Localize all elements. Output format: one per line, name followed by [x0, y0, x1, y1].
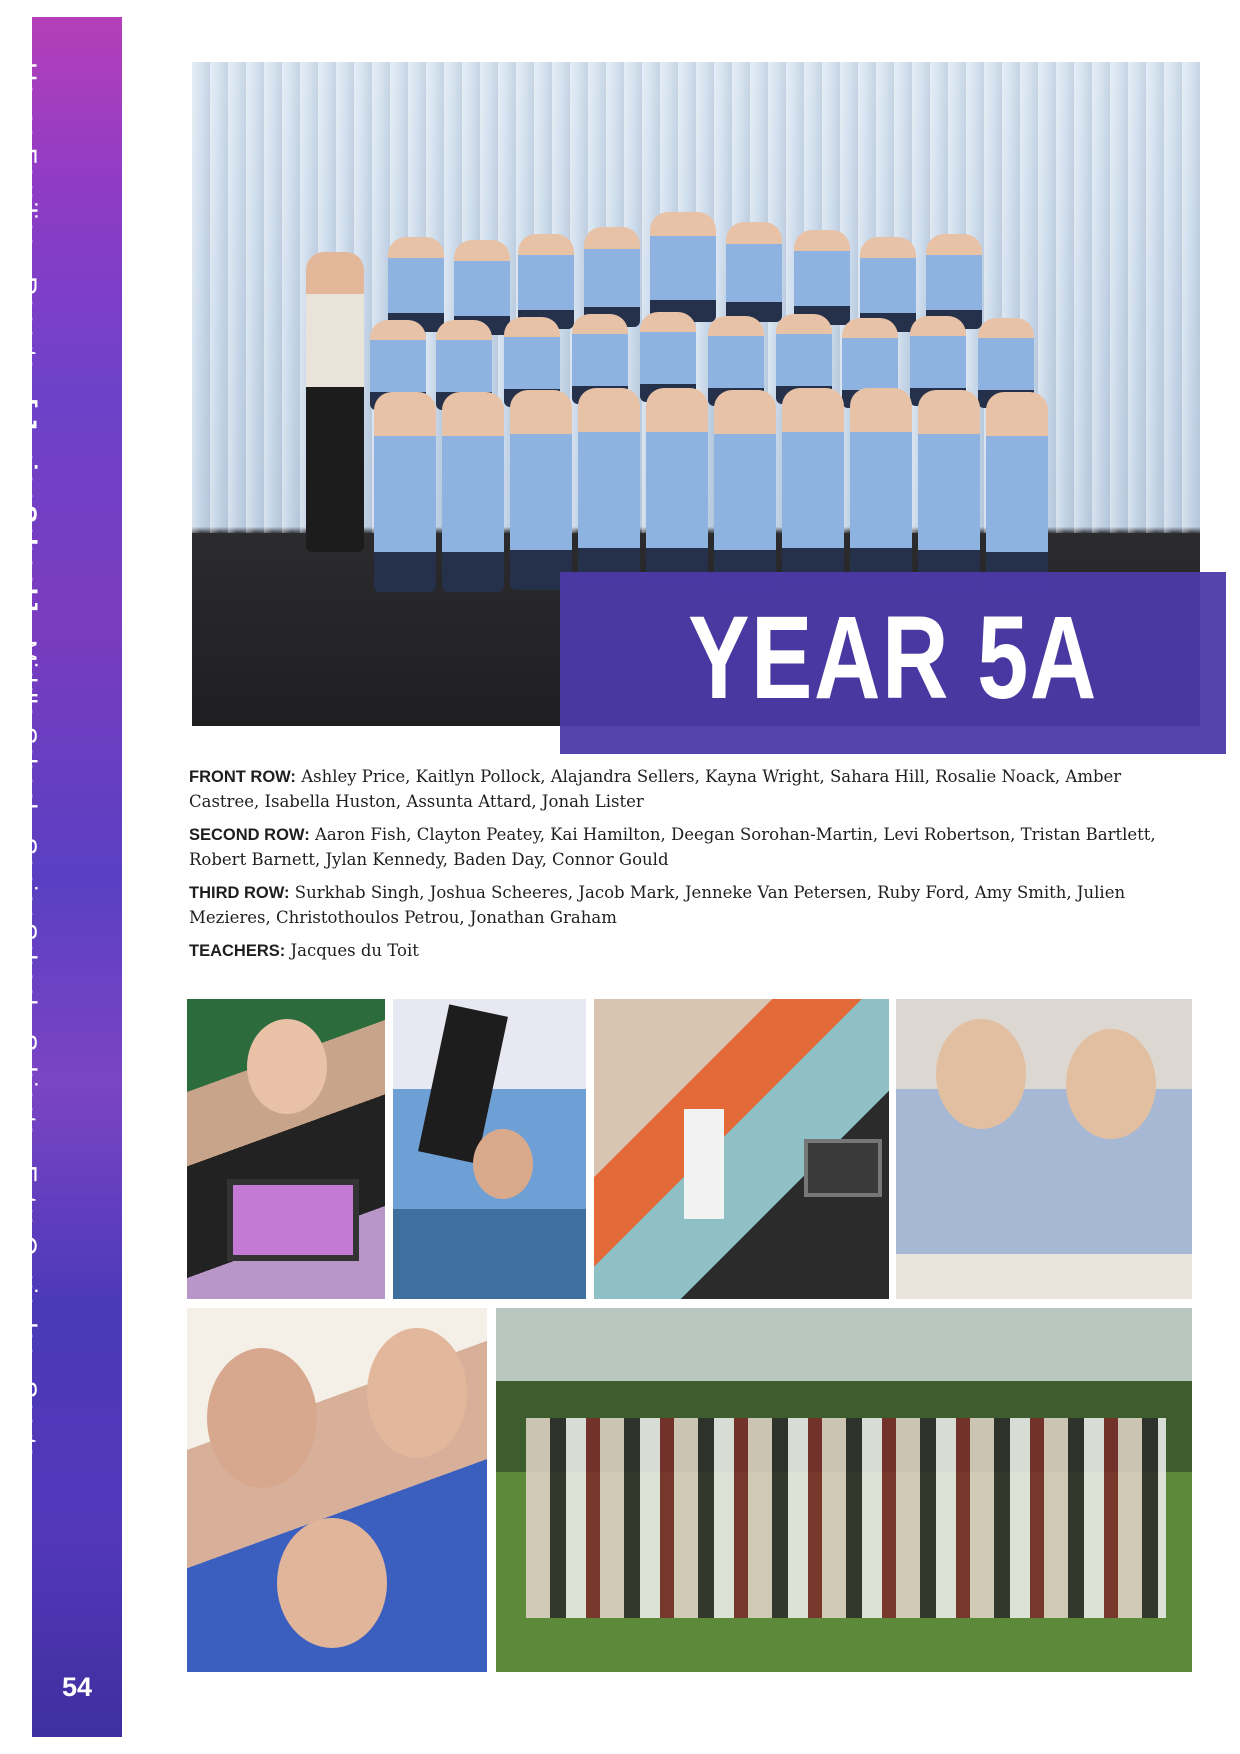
gallery-photo-stage-performance	[594, 999, 889, 1299]
gallery-photo-group-outdoors	[496, 1308, 1192, 1672]
teacher-figure	[306, 252, 364, 552]
student-figure	[650, 212, 716, 322]
tablet-shape	[227, 1179, 359, 1261]
row-names: Aaron Fish, Clayton Peatey, Kai Hamilton, Deegan Sorohan-Martin, Levi Robertson, Tristan Bartlett, Robert Barnett, Jylan Kennedy, Baden Day, Connor Gould	[189, 825, 1156, 869]
student-figure	[850, 388, 912, 588]
nav-item-sports[interactable]: Sports	[12, 1380, 43, 1459]
third-row-caption	[189, 881, 1189, 929]
face-shape	[367, 1328, 467, 1458]
row-names: Ashley Price, Kaitlyn Pollock, Alajandra Sellers, Kayna Wright, Sahara Hill, Rosalie Noack, Amber Castree, Isabella Huston, Assunta Attard, Jonah Lister	[189, 767, 1122, 811]
student-figure	[726, 222, 782, 322]
row-label: FRONT ROW:	[189, 768, 296, 786]
nav-item-house-families[interactable]: House Families	[12, 62, 43, 249]
section-sidebar	[32, 17, 122, 1737]
student-figure	[926, 234, 982, 329]
second-row-caption	[189, 823, 1189, 871]
teachers-caption	[189, 939, 1189, 964]
student-figure	[578, 388, 640, 588]
gallery-photo-teacher-selfie	[187, 1308, 487, 1672]
nav-item-extra-curricular[interactable]: Extra Curricular	[12, 1164, 43, 1353]
student-figure	[584, 227, 640, 327]
face-shape	[247, 1019, 327, 1114]
row-names: Surkhab Singh, Joshua Scheeres, Jacob Mark, Jenneke Van Petersen, Ruby Ford, Amy Smith, Julien Mezieres, Christothoulos Petrou, Jonathan Graham	[189, 883, 1126, 927]
gallery-photo-students-reading	[896, 999, 1192, 1299]
face-shape	[277, 1518, 387, 1648]
nav-item-reports[interactable]: Reports	[12, 276, 43, 371]
face-shape	[207, 1348, 317, 1488]
nav-item-junior-school[interactable]: [ Junior School ]	[12, 398, 43, 612]
student-figure	[794, 230, 850, 325]
nav-item-subjects[interactable]: Subjects	[12, 1033, 43, 1137]
student-figure	[986, 392, 1048, 592]
gallery-photo-student-tablet	[187, 999, 385, 1299]
student-figure	[714, 390, 776, 590]
face-shape	[936, 1019, 1026, 1129]
section-nav	[9, 62, 45, 1458]
row-names: Jacques du Toit	[290, 941, 419, 960]
face-shape	[1066, 1029, 1156, 1139]
screen-shape	[804, 1139, 882, 1197]
class-title: YEAR 5A	[688, 592, 1098, 724]
nav-item-senior-school[interactable]: Senior School	[12, 837, 43, 1006]
face-shape	[473, 1129, 533, 1199]
page-number: 54	[61, 1672, 93, 1702]
row-label: TEACHERS:	[189, 942, 286, 960]
student-figure	[388, 237, 444, 332]
class-name-list	[189, 765, 1189, 974]
student-figure	[510, 390, 572, 590]
costumed-students-shape	[526, 1418, 1166, 1618]
student-figure	[442, 392, 504, 592]
student-figure	[918, 390, 980, 590]
row-label: THIRD ROW:	[189, 884, 290, 902]
performer-shape	[684, 1109, 724, 1219]
front-row-caption	[189, 765, 1189, 813]
gallery-photo-student-lantern	[393, 999, 586, 1299]
nav-item-middle-school[interactable]: Middle School	[12, 639, 43, 810]
row-label: SECOND ROW:	[189, 826, 310, 844]
student-figure	[374, 392, 436, 592]
student-figure	[646, 388, 708, 588]
student-figure	[518, 234, 574, 329]
student-figure	[782, 388, 844, 588]
